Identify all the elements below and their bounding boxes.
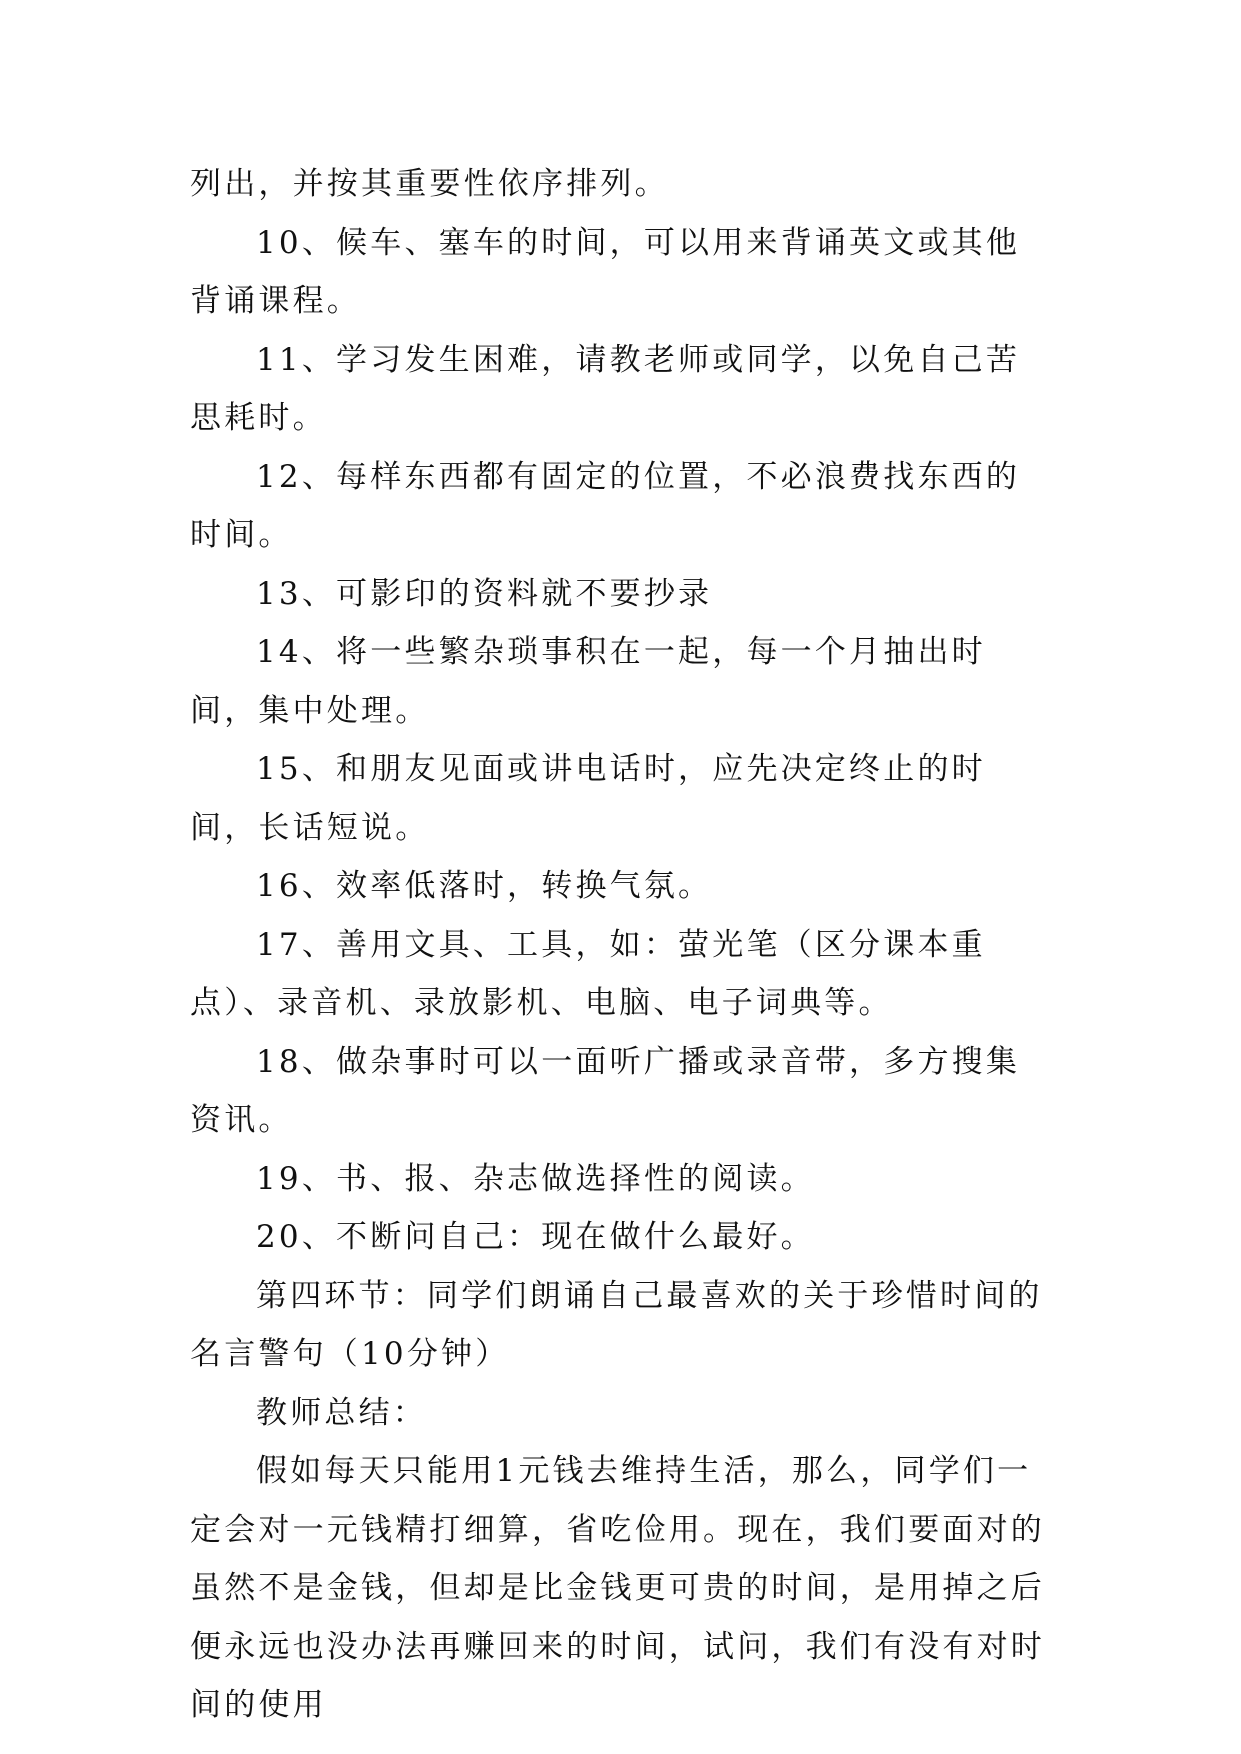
paragraph-continuation: 列出，并按其重要性依序排列。 (190, 166, 669, 202)
list-item-20: 20、不断问自己：现在做什么最好。 (256, 1219, 815, 1255)
list-item-12: 12、每样东西都有固定的位置，不必浪费找东西的时间。 (190, 458, 1021, 553)
document-body (190, 155, 1050, 1735)
list-item-13: 13、可影印的资料就不要抄录 (256, 575, 713, 612)
list-item-10: 10、候车、塞车的时间，可以用来背诵英文或其他背诵课程。 (190, 224, 1021, 319)
list-item-11: 11、学习发生困难，请教老师或同学，以免自己苦思耗时。 (190, 341, 1021, 436)
list-item-14: 14、将一些繁杂琐事积在一起，每一个月抽出时间，集中处理。 (190, 634, 986, 729)
list-item-17: 17、善用文具、工具，如：萤光笔（区分课本重点）、录音机、录放影机、电脑、电子词典等。 (190, 926, 986, 1021)
list-item-18: 18、做杂事时可以一面听广播或录音带，多方搜集资讯。 (190, 1043, 1021, 1138)
teacher-summary-paragraph: 假如每天只能用1元钱去维持生活，那么，同学们一定会对一元钱精打细算，省吃俭用。现在，我们要面对的虽然不是金钱，但却是比金钱更可贵的时间，是用掉之后便永远也没办法再赚回来的时间，试问，我们有没有对时间的使用 (190, 1453, 1045, 1723)
list-item-16: 16、效率低落时，转换气氛。 (256, 868, 713, 904)
list-item-15: 15、和朋友见面或讲电话时，应先决定终止的时间，长话短说。 (190, 751, 986, 846)
list-item-19: 19、书、报、杂志做选择性的阅读。 (256, 1160, 815, 1197)
section-heading-part-four: 第四环节：同学们朗诵自己最喜欢的关于珍惜时间的名言警句（10分钟） (190, 1277, 1043, 1372)
teacher-summary-heading: 教师总结： (256, 1394, 427, 1431)
